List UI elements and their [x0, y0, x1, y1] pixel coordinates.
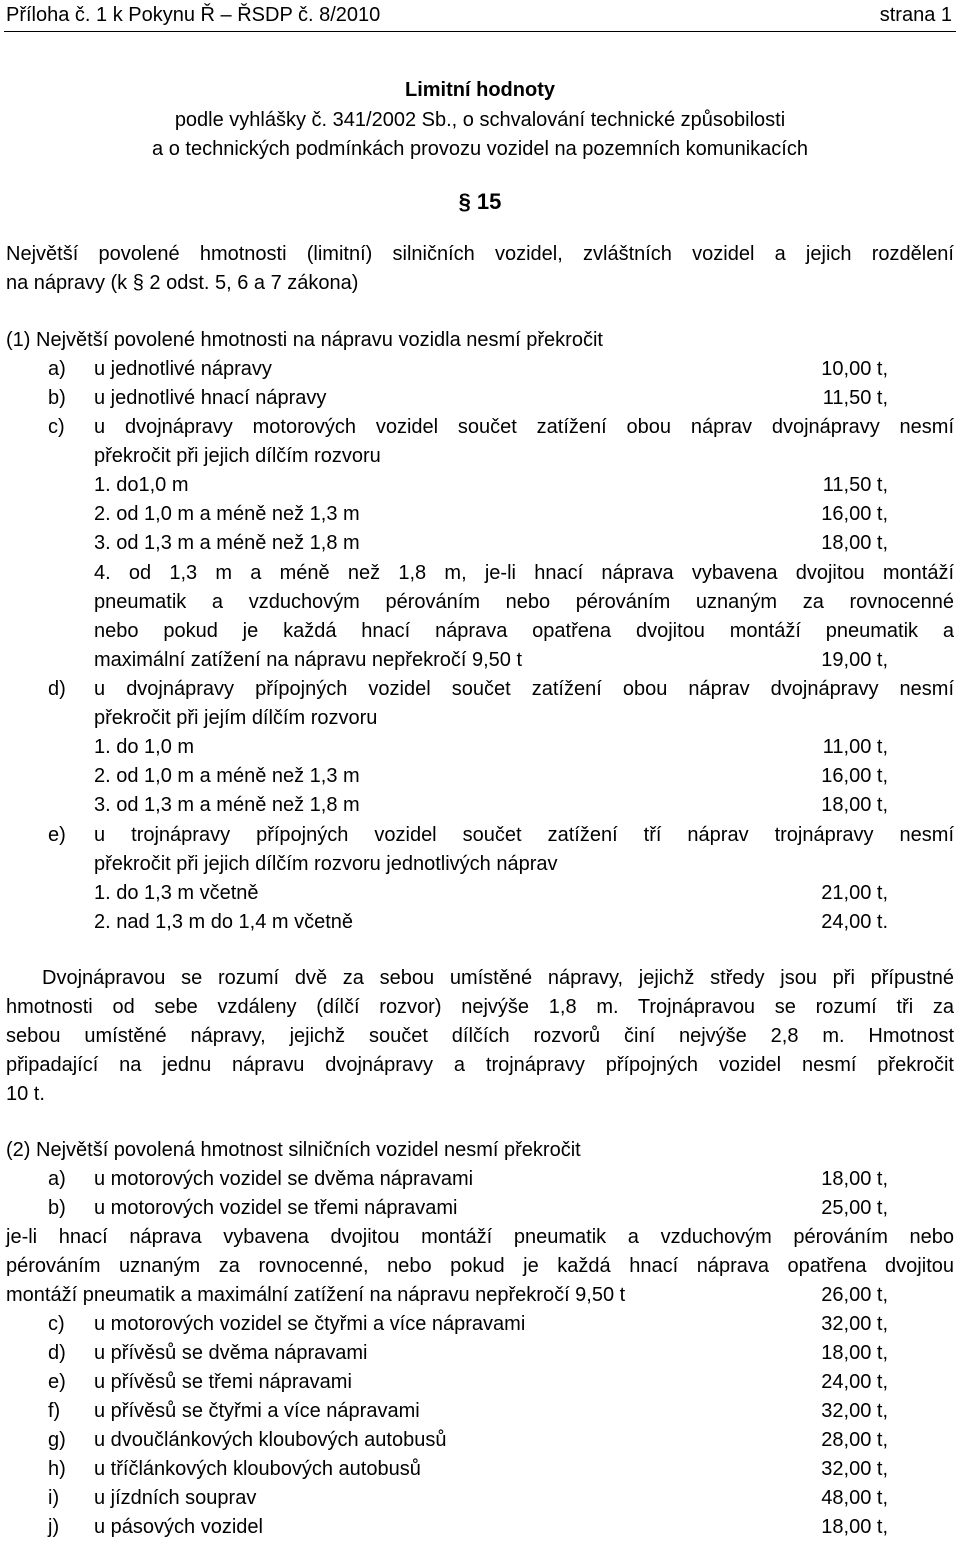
document-title: Limitní hodnoty	[405, 79, 555, 101]
p1-intro: (1) Největší povolené hmotnosti na nápravu vozidla nesmí překročit	[6, 329, 603, 351]
header-page-number: strana 1	[879, 4, 952, 26]
section-heading: § 15	[458, 189, 502, 214]
header-rule	[4, 31, 956, 32]
subtitle-line-1: podle vyhlášky č. 341/2002 Sb., o schvalování technické způsobilosti	[174, 109, 786, 131]
header-left: Příloha č. 1 k Pokynu Ř – ŘSDP č. 8/2010	[6, 4, 381, 26]
heading-line-1: Největší povolené hmotnosti (limitní) silničních vozidel, zvláštních vozidel a jejich rozdělení	[6, 243, 954, 265]
heading-line-2: na nápravy (k § 2 odst. 5, 6 a 7 zákona)	[6, 272, 359, 294]
p2-intro: (2) Největší povolená hmotnost silničních vozidel nesmí překročit	[6, 1139, 581, 1161]
subtitle-line-2: a o technických podmínkách provozu vozidel na pozemních komunikacích	[152, 138, 808, 160]
